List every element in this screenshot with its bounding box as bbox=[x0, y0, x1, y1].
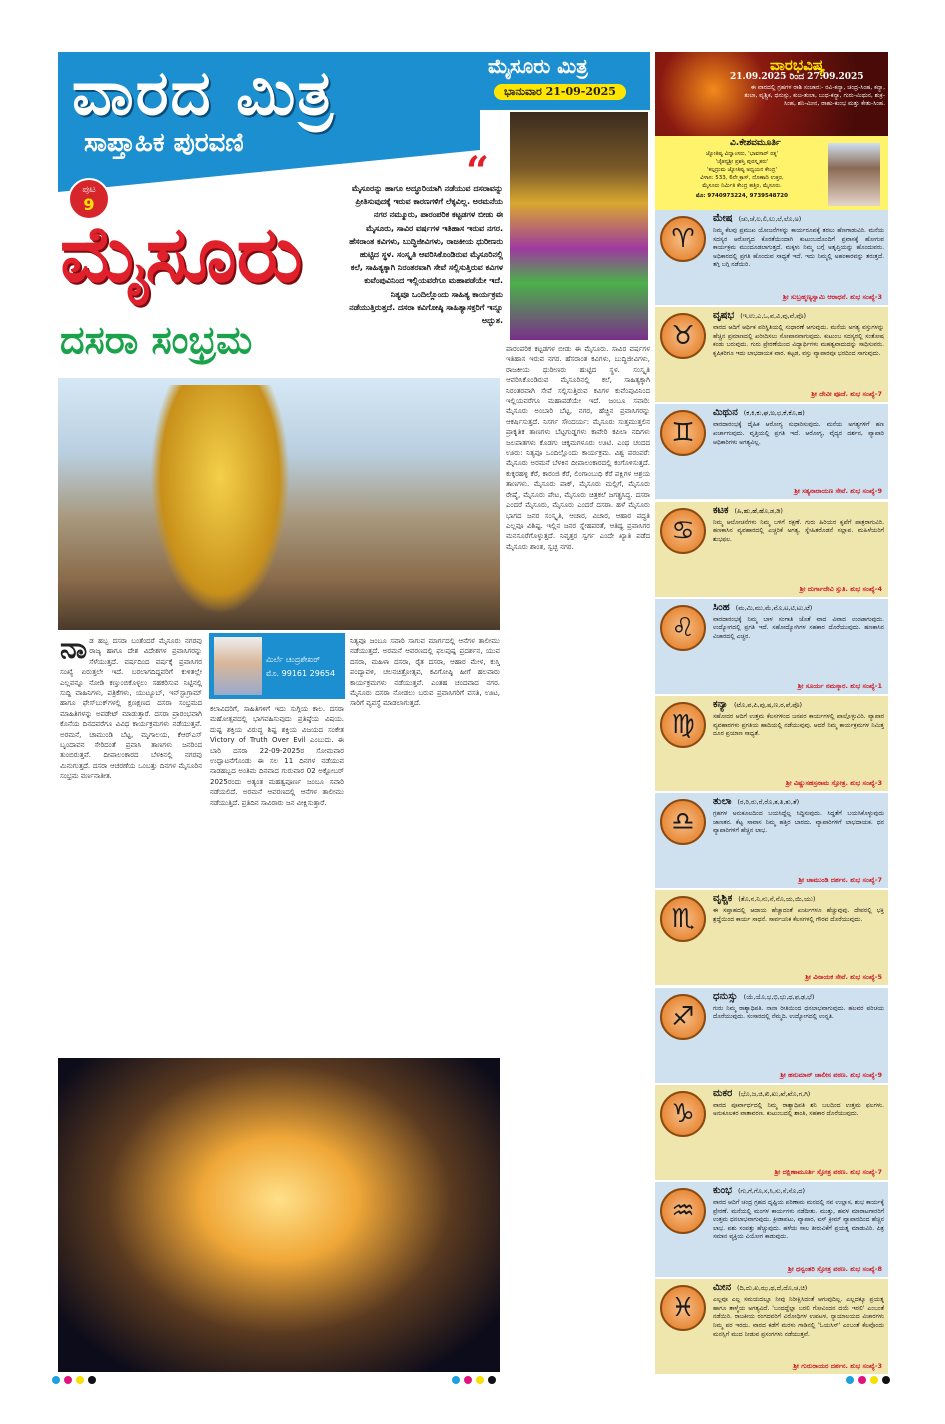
sign-prediction: ಗ್ರಹಗಳ ಅನುಕೂಲದಿಂದ ಬಯಸಿದ್ದೆಲ್ಲ ಸಿದ್ಧಿಸುವುದು. ಸಿದ್ಧತೆಗೆ ಬಯಸಿಕೊಳ್ಳುವುದು ಜಾಣತನ. ಕೆಟ್ಟ ಸಾವಾಸ ನಿಮ್ಮ ಹತ್ತಿರ ಬಾರದು. ವ್ಯಾಪಾರಿಗಳಿಗೆ ಲಾಭದಾಯಕ. ಧನ ವ್ಯಾಪಾರಿಗಳಿಗೆ ಹೆಚ್ಚಿನ ಲಾಭ. bbox=[713, 810, 884, 835]
horoscope-sign-7 bbox=[655, 890, 888, 987]
registration-dot-yellow bbox=[76, 1376, 84, 1384]
sign-prediction: ಸಹೋದರ ಆದಿಗೆ ಉತ್ತಮ ಕೆಲಸಗಳಿಂದ ಜನಪರ ಕಾರ್ಯಗಳಲ್ಲಿ ಪಾಲ್ಗೊಳ್ಳುವಿರಿ. ವ್ಯಾಪಾರ ವ್ಯವಹಾರಗಳು ಪ್ರಗತಿಯ ಹಾದಿಯಲ್ಲಿ ನಡೆಯುವುವು. ಆದರೆ ನಿಮ್ಮ ಕಾರ್ಯಕ್ರಮಗಳ ನಿಮಿತ್ತ ದೂರ ಪ್ರಯಾಣ ಸಾಧ್ಯತೆ. bbox=[713, 713, 884, 738]
zodiac-emblem-icon: ♐ bbox=[660, 994, 706, 1040]
sign-letters: (ತೊ,ನ,ನಿ,ನು,ನೆ,ನೊ,ಯ,ಯಿ,ಯು) bbox=[738, 895, 816, 904]
sign-name bbox=[713, 310, 806, 321]
sign-name-text: ಮಕರ bbox=[713, 1087, 733, 1099]
newspaper-name: ಮೈಸೂರು ಮಿತ್ರ bbox=[488, 54, 588, 78]
sign-name bbox=[713, 213, 801, 224]
registration-dot-yellow bbox=[870, 1376, 878, 1384]
registration-dot-cyan bbox=[846, 1376, 854, 1384]
sign-letters: (ಹಿ,ಹು,ಹೆ,ಹೊ,ಡ,ಡಿ) bbox=[734, 506, 783, 515]
sign-name-text: ವೃಶ್ಚಿಕ bbox=[713, 893, 733, 905]
horoscope-sign-0 bbox=[655, 210, 888, 307]
zodiac-emblem-icon: ♏ bbox=[660, 896, 706, 942]
sign-name-text: ಮೇಷ bbox=[713, 213, 733, 224]
horoscope-date-range: 21.09.2025 ರಿಂದ 27.09.2025 bbox=[730, 72, 864, 82]
horoscope-sign-8 bbox=[655, 988, 888, 1085]
zodiac-emblem-icon: ♊ bbox=[660, 410, 706, 456]
registration-dot-magenta bbox=[858, 1376, 866, 1384]
sign-remedy: ಶ್ರೀ ದೇವೀ ಪೂಜೆ. ಶುಭ ಸಂಖ್ಯೆ-7 bbox=[811, 390, 882, 399]
sign-name bbox=[713, 1185, 805, 1196]
horoscope-sign-5 bbox=[655, 696, 888, 793]
sign-name-text: ಸಿಂಹ bbox=[713, 601, 730, 613]
column-text: ಡ ಹಬ್ಬ ದಸರಾ ಬಂತೆಂದರೆ ಮೈಸೂರು ನಗರವು ರಾಜ್ಯ ಹಾಗೂ ದೇಶ ವಿದೇಶಗಳ ಪ್ರವಾಸಿಗರನ್ನು ಸೆಳೆಯುತ್ತದೆ. ವರ್ಷದಿಂದ ವರ್ಷಕ್ಕೆ ಪ್ರವಾಸಿಗರ ಸಂಖ್ಯೆ ಏರುತ್ತಲೇ ಇದೆ. ಬರಲಾಗದಿದ್ದವರಿಗೆ ಕುಳಿತಲ್ಲೇ ಎಲ್ಲವನ್ನೂ ನೋಡಿ ಕಣ್ತುಂಬಿಕೊಳ್ಳಲು ಸಹಕರಿಸುವ ನಿಟ್ಟಿನಲ್ಲಿ ಸುದ್ದಿ ವಾಹಿನಿಗಳು, ಪತ್ರಿಕೆಗಳು, ಯುಟ್ಯೂಬ್, ಇನ್‌ಸ್ಟಾಗ್ರಾಮ್ ಹಾಗೂ ಫೇಸ್‌ಬುಕ್‌ಗಳಲ್ಲಿ ಕ್ಷಣಕ್ಷಣದ ದಸರಾ ಸಂಭ್ರಮದ ಮಾಹಿತಿಗಳನ್ನು ಅಪಡೇಟ್ ಮಾಡುತ್ತಾರೆ. ದಸರಾ ಪ್ರಾರಂಭವಾಗಿ ಕೊನೆಯ ದಿನದವರೆಗೂ ವಿವಿಧ ಕಾರ್ಯಕ್ರಮಗಳು ನಡೆಯುತ್ತವೆ. ಅರಮನೆ, ಚಾಮುಂಡಿ ಬೆಟ್ಟ, ಮೃಗಾಲಯ, ಕೆಆರ್‌ಎಸ್ ಬೃಂದಾವನ ಸೇರಿದಂತೆ ಪ್ರವಾಸಿ ತಾಣಗಳು ಜನರಿಂದ ತುಂಬಿರುತ್ತವೆ. ದೀಪಾಲಂಕಾರದ ಬೆಳಕಿನಲ್ಲಿ ನಗರವು ಮಿನುಗುತ್ತದೆ. ದಸರಾ ಆಚರಣೆಯ ಒಂಬತ್ತು ದಿನಗಳ ಮೈಸೂರಿನ ಸಂಭ್ರಮ ವರ್ಣನಾತೀತ. bbox=[60, 637, 202, 781]
sign-remedy: ಶ್ರೀ ಸೂರ್ಯ ನಮಸ್ಕಾರ. ಶುಭ ಸಂಖ್ಯೆ-1 bbox=[797, 681, 882, 690]
astrologer-line: 'ಚೈತನ್ಯಶ್ರೀ ಪ್ರಶಸ್ತಿ ಪುರಸ್ಕೃತರು' bbox=[715, 159, 769, 165]
registration-dot-black bbox=[488, 1376, 496, 1384]
article-column-1 bbox=[60, 636, 202, 1054]
zodiac-emblem-icon: ♈ bbox=[660, 216, 706, 262]
sign-name bbox=[713, 796, 799, 807]
pull-quote: ಮೈಸೂರನ್ನು ಹಾಗೂ ಅದ್ಧೂರಿಯಾಗಿ ನಡೆಯುವ ದಸರಾವನ್ನು ಪ್ರೀತಿಸುವುದಕ್ಕೆ ಇರುವ ಕಾರಣಗಳಿಗೆ ಲೆಕ್ಕವಿಲ್ಲ. ಅರಮನೆಯ ನಗರ ನಮ್ಮೂರು, ಪಾರಂಪರಿಕ ಕಟ್ಟಡಗಳ ಬೀಡು ಈ ಮೈಸೂರು, ಸಾವಿರ ವರ್ಷಗಳ ಇತಿಹಾಸ ಇರುವ ನಗರ. ಹೆಸರಾಂತ ಕವಿಗಳು, ಬುದ್ಧಿಜೀವಿಗಳು, ರಾಜಕೀಯ ಧುರೀಣರು ಹುಟ್ಟಿದ ಸ್ಥಳ. ಸಂಸ್ಕೃತಿ ಆವರಿಸಿಕೊಂಡಿರುವ ಮೈಸೂರಿನಲ್ಲಿ ಕಲೆ, ಸಾಹಿತ್ಯಕ್ಕಾಗಿ ನಿರಂತರವಾಗಿ ಸೇವೆ ಸಲ್ಲಿಸುತ್ತಿರುವ ಕವಿಗಳ ಕುವೆಂಪುವಿನಿಂದ ಇಲ್ಲಿಯವರೆಗೂ ಮಹಾಪಡೆಯೇ ಇದೆ. ನಿತ್ಯವೂ ಒಂದಿಲ್ಲೊಂದು ಸಾಹಿತ್ಯ ಕಾರ್ಯಕ್ರಮ ನಡೆಯುತ್ತಿರುತ್ತದೆ. ದಸರಾ ಕವಿಗೋಷ್ಠಿ ಸಾಹಿತ್ಯಾಸಕ್ತರಿಗೆ ಇನ್ನೂ ಅದ್ಭುತ. bbox=[349, 184, 503, 326]
sign-prediction: ಎಲ್ಲವೂ ಎಲ್ಲ ಸಮಯದಲ್ಲೂ ನೀವು ನಿರೀಕ್ಷಿಸಿದಂತೆ ಆಗುವುದಿಲ್ಲ. ಎಲ್ಲದಕ್ಕೂ ಪ್ರಯತ್ನ ಹಾಗೂ ತಾಳ್ಮೆಯ ಅಗತ್ಯವಿದೆ. 'ಬಂದದ್ದೆಲ್ಲಾ ಬರಲಿ ಗೋವಿಂದನ ದಯೆ ಇರಲಿ' ಎಂಬಂತೆ ನಡೆಯಿರಿ. ರಾಜಕೀಯ ರಂಗದವರಿಗೆ ವಿರೋಧಿಗಳ ಉಪಟಳ, ನ್ಯಾಯಾಲಯದ ವಿಚಾರಗಳು ನಿಮ್ಮ ಪರ ಇರದು. ವಾರದ ಕಡೆಗೆ ಮರಳು ಗಾಡಿನಲ್ಲಿ 'ಓಯಸಿಸ್' ಎಂಬಂತೆ ಕೆಲವೊಂದು ಮನಸ್ಸಿಗೆ ಮುದ ನೀಡುವ ಪ್ರಸಂಗಗಳು ನಡೆಯುತ್ತವೆ. bbox=[713, 1296, 884, 1338]
sign-prediction: ವಾರದ ಆದಿಗೆ ಆರ್ಥಿಕ ಪರಿಸ್ಥಿತಿಯಲ್ಲಿ ಸುಧಾರಣೆ ಆಗುವುದು. ಮನೆಯ ಅಗತ್ಯ ವಸ್ತುಗಳನ್ನು ಹೆಚ್ಚಿನ ಪ್ರಮಾಣದಲ್ಲಿ ಖರೀದಿಸಲು ಸೋಪಾನವಾಗುವುದು. ಕುಟುಂಬ ಸದಸ್ಯರಲ್ಲಿ ಸಂತೋಷ ಕಂಡು ಬರುವುದು. ಗುರು ಪ್ರೇರಣೆಯಿಂದ ವಿದ್ಯಾರ್ಥಿಗಳು ಮಹತ್ವವಾದುದನ್ನು ಸಾಧಿಸುವರು. ಕೃಷಿಕರಿಗೂ ಇದು ಲಾಭದಾಯಕ ವಾರ. ಕಟ್ಟಡ, ವಸ್ತು ವ್ಯಾಪಾರವೂ ಭರದಿಂದ ಸಾಗುವುದು. bbox=[713, 324, 884, 357]
article-headline: ಮೈಸೂರು bbox=[60, 210, 303, 300]
horoscope-sign-9 bbox=[655, 1085, 888, 1182]
horoscope-sign-1 bbox=[655, 307, 888, 404]
sign-name bbox=[713, 602, 812, 613]
sign-prediction: ವಾರದ ಪೂರ್ವಾರ್ಧದಲ್ಲಿ ನಿಮ್ಮ ರಾಶ್ಯಾಧಿಪತಿ ಶನಿ ಬಲದಿಂದ ಉತ್ತಮ ಫಲಗಳು. ಅನುಕೂಲಕರ ವಾತಾವರಣ. ಕುಟುಂಬದಲ್ಲಿ ಶಾಂತಿ, ಸಹಕಾರ ದೊರೆಯುವುದು. bbox=[713, 1101, 884, 1118]
illuminated-palace-photo bbox=[58, 1058, 500, 1372]
registration-dot-cyan bbox=[452, 1376, 460, 1384]
planet-transit-text: ಈ ವಾರದಲ್ಲಿ ಗ್ರಹಗಳ ರಾಶಿ ಸಂಚಾರ:- ರವಿ-ಕನ್ಯಾ, ಚಂದ್ರ-ಸಿಂಹ, ಕನ್ಯಾ, ತುಲಾ, ವೃಶ್ಚಿಕ, ಧನುಸ್ಸು, ಕುಜ-ತುಲಾ, ಬುಧ-ಕನ್ಯಾ, ಗುರು-ಮಿಥುನ, ಶುಕ್ರ-ಸಿಂಹ, ಶನಿ-ಮೀನ, ರಾಹು-ಕುಂಭ ಮತ್ತು ಕೇತು-ಸಿಂಹ. bbox=[744, 84, 885, 107]
astrologer-line: 'ಕಲ್ಪದ್ರುಮ ಜ್ಯೋತಿಷ್ಯ ಅಧ್ಯಯನ ಕೇಂದ್ರ' bbox=[706, 167, 778, 173]
sign-prediction: ನಿಮ್ಮ ಕೆಲವು ಪ್ರಮುಖ ಯೋಜನೆಗಳನ್ನು ಕಾರ್ಯರೂಪಕ್ಕೆ ತರಲು ಹೆಣಗಾಡುವಿರಿ. ಮನೆಯ ಸದಸ್ಯರ ಆರೋಗ್ಯದ ಕೊರತೆಯಿಂದಾಗಿ ಕುಟುಂಬದೊಂದಿಗೆ ಪ್ರವಾಸಕ್ಕೆ ಹೋಗುವ ಕಾರ್ಯಕ್ರಮ ಮುಂದೂಡಲಾಗುತ್ತದೆ. ಮಕ್ಕಳು ನಿಮ್ಮ ಬಗ್ಗೆ ಅತೃಪ್ತಿಯನ್ನು ಹೊಂದುವರು. ಅಧಿಕಾರದಲ್ಲಿ ಪ್ರಗತಿ ಹೊಂದುವ ಸಾಧ್ಯತೆ ಇದೆ. ಇದು ನಿಮ್ಮಲ್ಲಿ ಅಹಂಕಾರವನ್ನು ತರುತ್ತದೆ. ತಗ್ಗಿ ಬಗ್ಗಿ ನಡೆಯಿರಿ. bbox=[713, 227, 884, 269]
sign-name-text: ಧನುಸ್ಸು bbox=[713, 990, 738, 1002]
registration-dot-black bbox=[882, 1376, 890, 1384]
sign-name-text: ಕುಂಭ bbox=[713, 1185, 732, 1196]
horoscope-title: ವಾರಭವಿಷ್ಯ bbox=[770, 56, 826, 74]
sign-prediction: ವಾರದ ಆದಿಗೆ ಚಂದ್ರ ಗ್ರಹದ ದೃಷ್ಟಿಯ ಪರಿಣಾಮ ಮನದಲ್ಲಿ ನವ ಉಲ್ಲಾಸ, ಶುಭ ಕಾರ್ಯಕ್ಕೆ ಪ್ರೇರಣೆ. ಮನೆಯಲ್ಲಿ ಮಂಗಳ ಕಾರ್ಯಗಳು ನಡೆದೀತು. ಮುತ್ತು, ಹವಳ ಮಾರಾಟಗಾರರಿಗೆ ಉತ್ತಮ ಧನಲಾಭವಾಗುವುದು. ಕ್ರೀಡಾಪಟು, ವ್ಯಾಪಾರ, ಐಸ್ ಕ್ರೀಮ್ ವ್ಯಾಪಾರದಿಂದ ಹೆಚ್ಚಿನ ಲಾಭ. ಪಶು ಸಂಪತ್ತು ಹೆಚ್ಚುವುದು. ಹಳೆಯ ಸಾಲ ತೀರುವಿಕೆಗೆ ಪ್ರಯತ್ನ ಮಾಡುವಿರಿ. ಪಿತ್ರ ಸಮಾನ ವ್ಯಕ್ತಿಯ ವಿಯೋಗ ಕಾಡುವುದು. bbox=[713, 1199, 884, 1241]
sign-letters: (ಗು,ಗೆ,ಗೊ,ಸ,ಸಿ,ಸು,ಸೆ,ಸೊ,ದ) bbox=[737, 1187, 806, 1195]
sign-prediction: ಗುರು ನಿಮ್ಮ ರಾಶ್ಯಾಧಿಪತಿ. ನಾನಾ ರೀತಿಯಿಂದ ಧನಲಾಭವಾಗುವುದು. ಹಲವರ ಪರಿಚಯ ದೊರೆಯುವುದು. ಸಂಸಾರದಲ್ಲಿ ನೆಮ್ಮದಿ. ಉದ್ಯೋಗದಲ್ಲಿ ಉನ್ನತಿ. bbox=[713, 1004, 884, 1021]
sign-prediction: ನಿಮ್ಮ ಆಲೋಚನೆಗಳು ನಿಮ್ಮ ಬಳಿಗೆ ರಕ್ಷಣೆ. ಗುರು ಹಿರಿಯರ ಕೃಪೆಗೆ ಪಾತ್ರರಾಗುವಿರಿ. ಹಣಕಾಸಿನ ವ್ಯವಹಾರದಲ್ಲಿ ಎಚ್ಚರಿಕೆ ಅಗತ್ಯ. ಸ್ನೇಹಿತರೊಡನೆ ಸಲ್ಲಾಪ. ಮಹಿಳೆಯರಿಗೆ ಶುಭಫಲ. bbox=[713, 518, 884, 543]
sign-letters: (ದಿ,ದು,ಖ,ಝ,ಥ,ದೆ,ದೊ,ಚ,ಚಿ) bbox=[737, 1284, 808, 1293]
astrologer-line: ಮೈಸೂರು ನಿರ್ಮಿತಿ ಕೇಂದ್ರ ಹತ್ತಿರ, ಮೈಸೂರು. bbox=[702, 183, 782, 189]
sign-letters: (ರ,ರಿ,ರು,ರೆ,ರೊ,ತ,ತಿ,ತು,ತೆ) bbox=[737, 798, 800, 807]
sign-remedy: ಶ್ರೀ ಗುರುರಾಯರ ದರ್ಶನ. ಶುಭ ಸಂಖ್ಯೆ-3 bbox=[793, 1362, 882, 1371]
goddess-chamundeshwari-photo bbox=[510, 112, 648, 340]
page-label: ಪುಟ bbox=[82, 185, 96, 195]
supplement-subtitle: ಸಾಪ್ತಾಹಿಕ ಪುರವಣಿ bbox=[84, 128, 244, 158]
zodiac-emblem-icon: ♍ bbox=[660, 702, 706, 748]
sign-remedy: ಶ್ರೀ ದಕ್ಷಿಣಾಮೂರ್ತಿ ಸ್ತೋತ್ರ ಪಠಣ. ಶುಭ ಸಂಖ್ಯೆ-7 bbox=[774, 1167, 882, 1176]
sign-name bbox=[713, 991, 814, 1002]
astrologer-phone: ಮೊ: 9740973224, 9739548720 bbox=[696, 193, 788, 199]
astrologer-line: ವಿಳಾಸ: 533, 6ನೇ ಕ್ರಾಸ್, ದೊಣಾದಿ ಉತ್ತರ, bbox=[700, 175, 784, 181]
registration-dot-cyan bbox=[52, 1376, 60, 1384]
sign-remedy: ಶ್ರೀ ವಿನಾಯಕ ಸೇವೆ. ಶುಭ ಸಂಖ್ಯೆ-5 bbox=[805, 973, 882, 982]
article-column-4: ಪಾರಂಪರಿಕ ಕಟ್ಟಡಗಳ ಬೀಡು ಈ ಮೈಸೂರು. ಸಾವಿರ ವರ್ಷಗಳ ಇತಿಹಾಸ ಇರುವ ನಗರ. ಹೆಸರಾಂತ ಕವಿಗಳು, ಬುದ್ಧಿಜೀವಿಗಳು, ರಾಜಕೀಯ ಧುರೀಣರು ಹುಟ್ಟಿದ ಸ್ಥಳ. ಸಂಸ್ಕೃತಿ ಆವರಿಸಿಕೊಂಡಿರುವ ಮೈಸೂರಿನಲ್ಲಿ ಕಲೆ, ಸಾಹಿತ್ಯಕ್ಕಾಗಿ ನಿರಂತರವಾಗಿ ಸೇವೆ ಸಲ್ಲಿಸುತ್ತಿರುವ ಕವಿಗಳ ಕುವೆಂಪುವಿನಿಂದ ಇಲ್ಲಿಯವರೆಗೂ ಮಹಾಪಡೆಯೇ ಇದೆ. ಜಂಬೂ ಸವಾರಿ: ಮೈಸೂರು ಅಂಬಾರಿ ಬೆಟ್ಟ, ನಗರ, ಹೆಚ್ಚಿನ ಪ್ರವಾಸಿಗರನ್ನು ಆಕರ್ಷಿಸುತ್ತದೆ. ನಿಸರ್ಗ ಸೌಂದರ್ಯ: ಮೈಸೂರು ಸುತ್ತಮುತ್ತಲಿನ ಪ್ರಾಕೃತಿಕ ತಾಣಗಳು ಬೆಟ್ಟಗುಡ್ಡಗಳು ಕಾವೇರಿ ಕಪಿಲಾ ನದಿಗಳು ಜಲಪಾತಗಳು ಕೊಡಗು ಚಿಕ್ಕಮಗಳೂರು ಊಟಿ. ಎಂಥ ಚಂದದ ಊರು: ನಿತ್ಯವೂ ಒಂದಿಲ್ಲೊಂದು ಕಾರ್ಯಕ್ರಮ. ವಿಶ್ವ ಪರಂಪರೆ: ಮೈಸೂರು ಅರಮನೆ ಬೆಳಕಿನ ದೀಪಾಲಂಕಾರದಲ್ಲಿ ಕಂಗೊಳಿಸುತ್ತದೆ. ಕುಕ್ಕರಹಳ್ಳಿ ಕೆರೆ, ಕಾರಂಜಿ ಕೆರೆ, ಲಿಂಗಾಂಬುಧಿ ಕೆರೆ ಪಕ್ಷಿಗಳ ಆಶ್ರಯ ತಾಣಗಳು. ಮೈಸೂರು ಪಾಕ್, ಮೈಸೂರು ಮಲ್ಲಿಗೆ, ಮೈಸೂರು ರೇಷ್ಮೆ, ಮೈಸೂರು ಪೇಟ, ಮೈಸೂರು ಚಿತ್ರಕಲೆ ಜಗತ್ಪ್ರಸಿದ್ಧ. ದಸರಾ ಎಂದರೆ ಮೈಸೂರು, ಮೈಸೂರು ಎಂದರೆ ದಸರಾ. ಹಳೆ ಮೈಸೂರು ಭಾಗದ ಜನರ ಸಂಸ್ಕೃತಿ, ಆಚಾರ, ವಿಚಾರ, ಆಹಾರ ಪದ್ಧತಿ ಎಲ್ಲವೂ ವಿಶಿಷ್ಟ. ಇಲ್ಲಿನ ಜನರ ಸ್ನೇಹಪರತೆ, ಆತಿಥ್ಯ ಪ್ರವಾಸಿಗರ ಮನಸೂರೆಗೊಳ್ಳುತ್ತದೆ. ನಿವೃತ್ತರ ಸ್ವರ್ಗ ಎಂದೇ ಖ್ಯಾತಿ ಪಡೆದ ಮೈಸೂರು ಶಾಂತ, ಸ್ವಚ್ಛ ನಗರ. bbox=[506, 345, 650, 551]
sign-remedy: ಶ್ರೀ ವಿಷ್ಣುಸಹಸ್ರನಾಮ ಸ್ತೋತ್ರ. ಶುಭ ಸಂಖ್ಯೆ-3 bbox=[785, 779, 882, 787]
sign-name bbox=[713, 505, 783, 516]
sign-name bbox=[713, 893, 815, 904]
sign-name-text: ತುಲಾ bbox=[713, 796, 732, 808]
sign-prediction: ಈ ಸಪ್ತಾಹದಲ್ಲಿ ಆದಾಯ ಹೆಚ್ಚಾದಂತೆ ಖರ್ಚುಗಳೂ ಹೆಚ್ಚುವುವು. ದೇವರಲ್ಲಿ ಭಕ್ತಿ ಶ್ರದ್ಧೆಯಿಂದ ಕಾರ್ಯ ಸಾಧನೆ. ಸಾರ್ವಜನಿಕ ಕೆಲಸಗಳಲ್ಲಿ ಗೌರವ ದೊರೆಯುವುದು. bbox=[713, 907, 884, 923]
author-name: ಮಿರ್ಲೆ ಚಂದ್ರಶೇಖರ್ bbox=[266, 655, 321, 664]
horoscope-sign-6 bbox=[655, 793, 888, 890]
astrologer-photo bbox=[828, 143, 880, 206]
registration-dot-magenta bbox=[64, 1376, 72, 1384]
zodiac-emblem-icon: ♓ bbox=[660, 1285, 706, 1331]
horoscope-sign-4 bbox=[655, 599, 888, 696]
horoscope-sign-11 bbox=[655, 1279, 888, 1376]
sign-name-text: ಮಿಥುನ bbox=[713, 407, 738, 419]
sign-name bbox=[713, 1088, 810, 1099]
zodiac-emblem-icon: ♑ bbox=[660, 1091, 706, 1137]
sign-letters: (ಯೆ,ಯೊ,ಭ,ಭಿ,ಭು,ಧ,ಫ,ಢ,ಭೆ) bbox=[743, 992, 815, 1001]
page-number: 9 bbox=[83, 195, 95, 214]
sign-name bbox=[713, 1282, 807, 1293]
sign-letters: (ಕ,ಕಿ,ಕು,ಘ,ಙ,ಛ,ಕೆ,ಕೊ,ಹ) bbox=[743, 409, 805, 418]
sign-prediction: ವಾರದಾರಂಭಕ್ಕೆ ನಿಮ್ಮ ಬಾಳ ಸಂಗಾತಿ ಜೊತೆ ವಾದ ವಿವಾದ ಉಂಟಾಗುವುದು. ಉದ್ಯೋಗದಲ್ಲಿ ಪ್ರಗತಿ ಇದೆ. ಸಹೋದ್ಯೋಗಿಗಳ ಸಹಕಾರ ದೊರೆಯುವುದು. ಹಣಕಾಸಿನ ವಿಚಾರದಲ್ಲಿ ಎಚ್ಚರ. bbox=[713, 615, 884, 640]
sign-name-text: ಕಟಕ bbox=[713, 504, 729, 516]
sign-remedy: ಶ್ರೀ ಧನ್ವಂತರಿ ಸ್ತೋತ್ರ ಪಠಣ. ಶುಭ ಸಂಖ್ಯೆ-8 bbox=[788, 1265, 882, 1273]
article-column-2: ಕಲಾವಿದರಿಗೆ, ಸಾಹಿತಿಗಳಿಗೆ ಇದು ಸುಗ್ಗಿಯ ಕಾಲ. ದಸರಾ ಮಹೋತ್ಸವದಲ್ಲಿ ಭಾಗವಹಿಸುವುದು ಪ್ರತಿಷ್ಠೆಯ ವಿಷಯ. ದುಷ್ಟ ಶಕ್ತಿಯ ವಿರುದ್ಧ ಶಿಷ್ಟ ಶಕ್ತಿಯ ವಿಜಯದ ಸಂಕೇತ Victory of Truth Over Evil ಎಂಬುದು. ಈ ಬಾರಿ ದಸರಾ 22-09-2025ರ ಸೋಮವಾರ ಉದ್ಘಾಟನೆಗೊಂಡು ಈ ಸಲ 11 ದಿನಗಳ ನಡೆಯುವ ನಾಡಹಬ್ಬದ ಅಂತಿಮ ದಿನವಾದ ಗುರುವಾರ 02 ಅಕ್ಟೋಬರ್ 2025ರಂದು ಅತ್ಯಂತ ಮಹತ್ವಪೂರ್ಣ ಜಂಬೂ ಸವಾರಿ ನಡೆಯಲಿದೆ. ಅರಮನೆ ಆವರಣದಲ್ಲಿ ಆನೆಗಳ ತಾಲೀಮು ನಡೆಯುತ್ತಿದೆ. ಪ್ರತಿದಿನ ಸಾವಿರಾರು ಜನ ವೀಕ್ಷಿಸುತ್ತಾರೆ. bbox=[210, 705, 344, 807]
horoscope-sign-3 bbox=[655, 502, 888, 599]
sign-name bbox=[713, 699, 802, 710]
sign-name-text: ವೃಷಭ bbox=[713, 310, 735, 322]
sign-letters: (ಇ,ಉ,ಎ,ಒ,ವ,ವಿ,ವು,ವೆ,ವೊ) bbox=[740, 312, 806, 321]
sign-letters: (ಟೊ,ಪ,ಪಿ,ಪು,ಷ,ಣ,ಠ,ಪೆ,ಪೊ) bbox=[733, 701, 803, 709]
sign-name-text: ಮೀನ bbox=[713, 1282, 731, 1294]
registration-dot-magenta bbox=[464, 1376, 472, 1384]
quote-mark-icon: “ bbox=[466, 148, 490, 195]
drop-cap: ನಾ bbox=[60, 636, 88, 666]
supplement-title: ವಾರದ ಮಿತ್ರ bbox=[72, 56, 335, 129]
astrologer-name: ವಿ.ಕೇಶವಮೂರ್ತಿ bbox=[730, 138, 781, 148]
zodiac-emblem-icon: ♋ bbox=[660, 508, 706, 554]
sign-remedy: ಶ್ರೀ ಹನುಮಾನ್ ಚಾಲೀಸ ಪಠಣ. ಶುಭ ಸಂಖ್ಯೆ-9 bbox=[780, 1070, 882, 1079]
sign-name bbox=[713, 407, 805, 418]
sign-remedy: ಶ್ರೀ ಚಾಮುಂಡಿ ದರ್ಶನ. ಶುಭ ಸಂಖ್ಯೆ-7 bbox=[798, 876, 882, 885]
astrologer-line: ಜ್ಯೋತಿಷ್ಯ ವಿದ್ವಾಂಸರು, 'ಭಾವಸಾರ್ ರತ್ನ' bbox=[705, 151, 779, 157]
sign-remedy: ಶ್ರೀ ಸತ್ಯನಾರಾಯಣ ಸೇವೆ. ಶುಭ ಸಂಖ್ಯೆ-9 bbox=[794, 487, 882, 496]
registration-dot-black bbox=[88, 1376, 96, 1384]
horoscope-sign-2 bbox=[655, 404, 888, 501]
zodiac-emblem-icon: ♌ bbox=[660, 605, 706, 651]
sign-letters: (ಮ,ಮಿ,ಮು,ಮೆ,ಮೊ,ಟ,ಟಿ,ಟು,ಟೆ) bbox=[735, 603, 813, 612]
golden-howdah-image bbox=[150, 385, 290, 615]
sign-letters: (ಚು,ಚೆ,ಲ,ಲಿ,ಲು,ಲೆ,ಲೊ,ಅ) bbox=[738, 215, 802, 223]
article-subheadline: ದಸರಾ ಸಂಭ್ರಮ bbox=[60, 318, 253, 362]
sign-remedy: ಶ್ರೀ ದುರ್ಗಾದೇವಿ ಸ್ತುತಿ. ಶುಭ ಸಂಖ್ಯೆ-4 bbox=[799, 584, 882, 593]
zodiac-emblem-icon: ♒ bbox=[660, 1188, 706, 1234]
author-photo bbox=[214, 637, 262, 695]
registration-dot-yellow bbox=[476, 1376, 484, 1384]
article-column-3: ನಿತ್ಯವೂ ಜಂಬೂ ಸವಾರಿ ಸಾಗುವ ಮಾರ್ಗದಲ್ಲಿ ಆನೆಗಳ ತಾಲೀಮು ನಡೆಯುತ್ತದೆ. ಅರಮನೆ ಆವರಣದಲ್ಲಿ ಫಲಪುಷ್ಪ ಪ್ರದರ್ಶನ, ಯುವ ದಸರಾ, ಮಹಿಳಾ ದಸರಾ, ರೈತ ದಸರಾ, ಆಹಾರ ಮೇಳ, ಕುಸ್ತಿ ಪಂದ್ಯಾವಳಿ, ಚಲನಚಿತ್ರೋತ್ಸವ, ಕವಿಗೋಷ್ಠಿ ಹೀಗೆ ಹಲವಾರು ಕಾರ್ಯಕ್ರಮಗಳು ನಡೆಯುತ್ತವೆ. ಎಂತಹ ಚಂದವಾದ ನಗರ. ಮೈಸೂರು ದಸರಾ ನೋಡಲು ಬರುವ ಪ್ರವಾಸಿಗರಿಗೆ ವಸತಿ, ಊಟ, ಸಾರಿಗೆ ವ್ಯವಸ್ಥೆ ಮಾಡಲಾಗುತ್ತದೆ. bbox=[350, 637, 500, 708]
zodiac-emblem-icon: ♉ bbox=[660, 313, 706, 359]
issue-date: ಭಾನುವಾರ 21-09-2025 bbox=[494, 84, 626, 100]
author-phone: ಮೊ. 99161 29654 bbox=[266, 669, 336, 678]
zodiac-emblem-icon: ♎ bbox=[660, 799, 706, 845]
sign-name-text: ಕನ್ಯಾ bbox=[713, 699, 728, 710]
sign-letters: (ಭೊ,ಜ,ಜಿ,ಖಿ,ಖು,ಖೆ,ಖೊ,ಗ,ಗಿ) bbox=[738, 1089, 811, 1098]
horoscope-sign-10 bbox=[655, 1182, 888, 1279]
sign-remedy: ಶ್ರೀ ಸುಬ್ರಹ್ಮಣ್ಯಸ್ವಾಮಿ ಆರಾಧನೆ. ಶುಭ ಸಂಖ್ಯೆ-3 bbox=[782, 293, 882, 301]
sign-prediction: ವಾರದಾರಂಭಕ್ಕೆ ದೈಹಿಕ ಆರೋಗ್ಯ ಸುಧಾರಿಸುವುದು. ಮನೆಯ ಅಗತ್ಯಗಳಿಗೆ ಹಣ ಖರ್ಚಾಗುವುದು. ವೃತ್ತಿಯಲ್ಲಿ ಪ್ರಗತಿ ಇದೆ. ಆರೋಗ್ಯ, ವೈದ್ಯರ ದರ್ಶನ, ವ್ಯಾಪಾರಿ ಆಧಿಕಾರಿಗಳು ಅಗತ್ಯವಿಲ್ಲ. bbox=[713, 421, 884, 446]
